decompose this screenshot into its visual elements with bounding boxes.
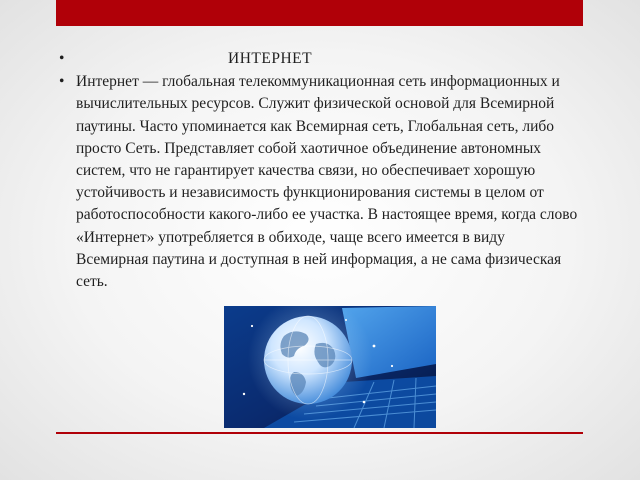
bullet-icon: • <box>59 73 65 91</box>
bullet-icon: • <box>59 50 65 67</box>
slide-title: ИНТЕРНЕТ <box>228 50 313 67</box>
globe-over-laptop-icon <box>224 306 436 428</box>
slide-content <box>58 48 578 293</box>
heading-list-item <box>58 48 578 70</box>
body-list-item <box>58 71 578 293</box>
footer-rule <box>56 432 583 434</box>
globe-laptop-image <box>224 306 436 428</box>
header-bar <box>56 0 583 26</box>
body-text: Интернет — глобальная телекоммуникационная сеть информационных и вычислительных ресурсов. Служит физической основой для Всемирной паутины. Часто упоминается как Всемирная сеть, Глобальная сеть, либо просто Сеть. Представляет собой хаотичное объединение автономных систем, что не гарантирует качества связи, но обеспечивает хорошую устойчивость и независимость функционирования системы в целом от работоспособности какого-либо ее участка. В настоящее время, когда слово «Интернет» употребляется в обиходе, чаще всего имеется в виду Всемирная паутина и доступная в ней информация, а не сама физическая сеть. <box>76 73 578 291</box>
